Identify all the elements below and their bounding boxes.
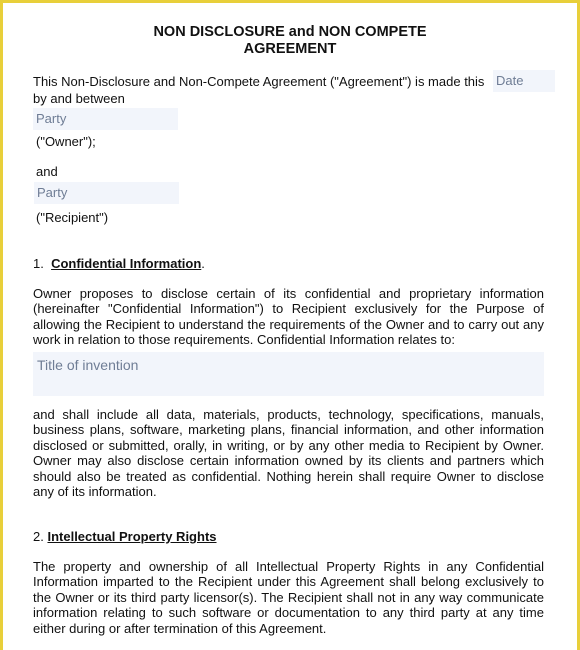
section1-title-period: . (201, 256, 205, 271)
by-and-between-text: by and between (33, 91, 125, 106)
section2-number: 2. (33, 529, 44, 544)
section1-number: 1. (33, 256, 44, 271)
section1-paragraph2: and shall include all data, materials, products, technology, specifications, manuals, business plans, software, marketing plans, financial information, and other information disclosed or submitted, orally, in writing, or by any other media to Recipient by Owner. Owner may also disclose certain information owned by its clients and partners which should also be treated as confidential. Nothing herein shall require Owner to disclose any of its information. (33, 407, 544, 500)
party-recipient-field[interactable]: Party (34, 182, 179, 204)
document-title-line1: NON DISCLOSURE and NON COMPETE (153, 24, 427, 40)
and-text: and (36, 164, 58, 179)
document-title-line2: AGREEMENT (243, 41, 337, 57)
owner-label: ("Owner"); (36, 134, 96, 149)
intro-text: This Non-Disclosure and Non-Compete Agreement ("Agreement") is made this (33, 74, 485, 89)
section1-title: Confidential Information (51, 256, 202, 271)
recipient-label: ("Recipient") (36, 210, 109, 225)
invention-title-field[interactable]: Title of invention (33, 352, 544, 396)
date-field[interactable]: Date (493, 70, 555, 92)
section1-heading (33, 256, 205, 271)
party-owner-field[interactable]: Party (33, 108, 178, 130)
section2-heading (33, 529, 217, 544)
section2-paragraph: The property and ownership of all Intellectual Property Rights in any Confidential Information imparted to the Recipient under this Agreement shall belong exclusively to the Owner or its third party licensor(s). The Recipient shall not in any way communicate information relating to such software or documentation to any third party at any time either during or after termination of this Agreement. (33, 559, 544, 636)
section2-title: Intellectual Property Rights (47, 529, 217, 544)
section1-paragraph1: Owner proposes to disclose certain of its confidential and proprietary information (hereinafter "Confidential Information") to Recipient exclusively for the Purpose of allowing the Recipient to understand the requirements of the Owner and to carry out any work in relation to those requirements. Confidential Information relates to: (33, 286, 544, 348)
